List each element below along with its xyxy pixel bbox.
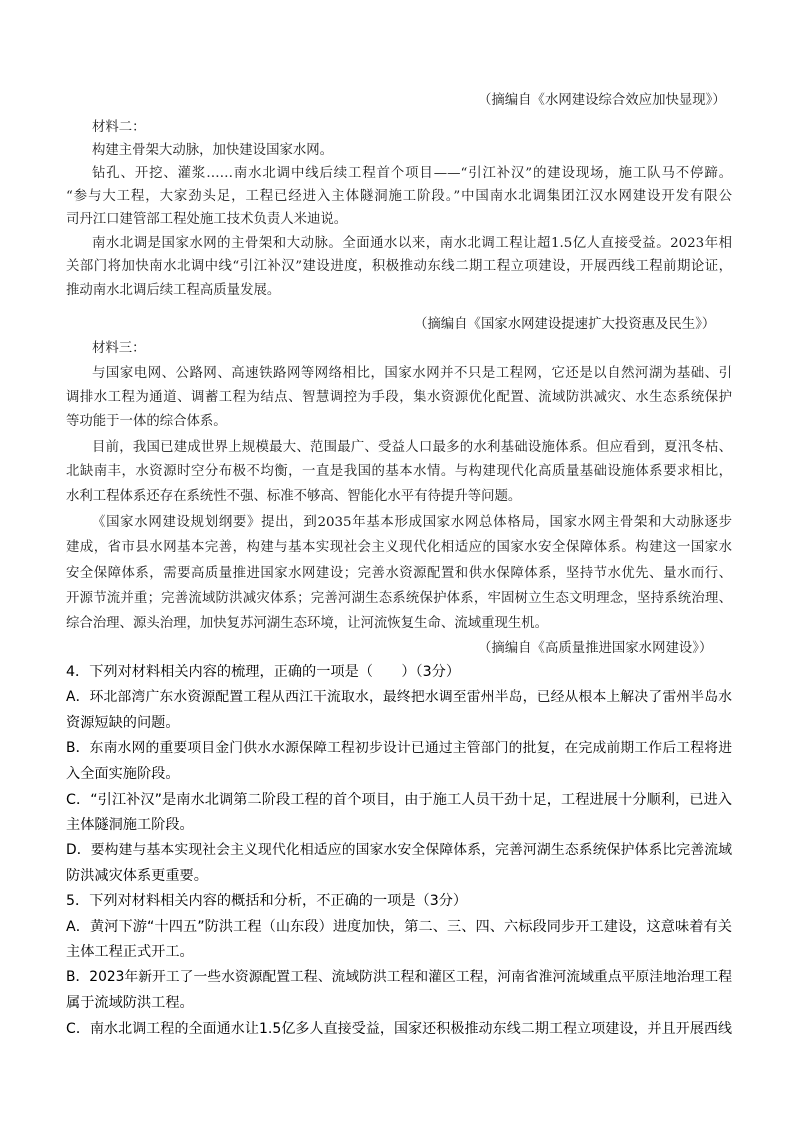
material3-paragraph-3-line-1: 《国家水网建设规划纲要》提出，到2035年基本形成国家水网总体格局，国家水网主骨架和大动脉逐步	[92, 515, 732, 530]
material3-paragraph-3-line-5: 综合治理、源头治理，加快复苏河湖生态环境，让河流恢复生命、流域重现生机。	[66, 616, 549, 631]
question-5-stem: 5．下列对材料相关内容的概括和分析，不正确的一项是（3分）	[66, 893, 468, 909]
question-5-option-a-line-1: A．黄河下游“十四五”防洪工程（山东段）进度加快，第二、三、四、六标段同步开工建设，这意味着有关	[66, 919, 732, 935]
material3-paragraph-2-line-3: 水利工程体系还存在系统性不强、标准不够高、智能化水平有待提升等问题。	[66, 489, 522, 504]
material2-paragraph-3-line-3: 推动南水北调后续工程高质量发展。	[66, 283, 281, 298]
material2-paragraph-2-line-3: 司丹江口建管部工程处施工技术负责人米迪说。	[66, 212, 348, 227]
material2-heading: 材料二：	[92, 120, 146, 135]
material3-paragraph-3-line-4: 开源节流并重；完善流域防洪减灾体系；完善河湖生态系统保护体系，牢固树立生态文明理念，坚持系统治理、	[66, 591, 732, 606]
material1-source: （摘编自《水网建设综合效应加快显现》）	[478, 93, 726, 108]
material2-paragraph-3-line-1: 南水北调是国家水网的主骨架和大动脉。全面通水以来，南水北调工程让超1.5亿人直接受益。2023年相	[92, 236, 732, 251]
material3-paragraph-2-line-2: 北缺南丰，水资源时空分布极不均衡，一直是我国的基本水情。与构建现代化高质量基础设施体系要求相比，	[66, 464, 732, 479]
question-4-option-a-line-1: A．环北部湾广东水资源配置工程从西江干流取水，最终把水调至雷州半岛，已经从根本上解决了雷州半岛水	[66, 689, 732, 705]
question-4-option-d-line-2: 防洪减灾体系更重要。	[66, 868, 208, 884]
material3-paragraph-2-line-1: 目前，我国已建成世界上规模最大、范围最广、受益人口最多的水利基础设施体系。但应看到，夏汛冬枯、	[92, 440, 732, 455]
question-4-stem: 4．下列对材料相关内容的梳理，正确的一项是（ ）（3分）	[66, 664, 461, 680]
question-5-option-b-line-1: B．2023年新开工了一些水资源配置工程、流域防洪工程和灌区工程，河南省淮河流域重点平原洼地治理工程	[66, 969, 732, 985]
question-4-option-b-line-2: 入全面实施阶段。	[66, 766, 180, 782]
material3-paragraph-3-line-2: 建成，省市县水网基本完善，构建与基本实现社会主义现代化相适应的国家水安全保障体系。构建这一国家水	[66, 540, 732, 555]
material2-source: （摘编自《国家水网建设提速扩大投资惠及民生》）	[414, 317, 716, 332]
question-4-option-d-line-1: D．要构建与基本实现社会主义现代化相适应的国家水安全保障体系，完善河湖生态系统保护体系比完善流域	[66, 842, 732, 858]
material3-paragraph-3-line-3: 安全保障体系，需要高质量推进国家水网建设；完善水资源配置和供水保障体系，坚持节水优先、量水而行、	[66, 566, 732, 581]
question-5-option-a-line-2: 主体工程正式开工。	[66, 944, 194, 960]
question-5-option-b-line-2: 属于流域防洪工程。	[66, 995, 194, 1011]
material2-paragraph-2-line-2: “参与大工程，大家劲头足，工程已经进入主体隧洞施工阶段。”中国南水北调集团江汉水网建设开发有限公	[66, 189, 732, 204]
material3-source: （摘编自《高质量推进国家水网建设》）	[478, 641, 713, 656]
question-4-option-c-line-2: 主体隧洞施工阶段。	[66, 817, 194, 833]
material3-paragraph-1-line-3: 等功能于一体的综合体系。	[66, 414, 227, 429]
question-4-option-c-line-1: C．“引江补汉”是南水北调第二阶段工程的首个项目，由于施工人员干劲十足，工程进展十分顺利，已进入	[66, 792, 732, 808]
material3-paragraph-1-line-1: 与国家电网、公路网、高速铁路网等网络相比，国家水网并不只是工程网，它还是以自然河湖为基础、引	[92, 366, 732, 381]
material3-heading: 材料三：	[92, 341, 146, 356]
material2-paragraph-1: 构建主骨架大动脉，加快建设国家水网。	[92, 143, 334, 158]
question-4-option-a-line-2: 资源短缺的问题。	[66, 715, 180, 731]
material2-paragraph-3-line-2: 关部门将加快南水北调中线“引江补汉”建设进度，积极推动东线二期工程立项建设，开展西线工程前期论证，	[66, 259, 732, 274]
material2-paragraph-2-line-1: 钻孔、开挖、灌浆……南水北调中线后续工程首个项目——“引江补汉”的建设现场，施工队马不停蹄。	[92, 166, 732, 181]
question-5-option-c-line-1: C．南水北调工程的全面通水让1.5亿多人直接受益，国家还积极推动东线二期工程立项建设，并且开展西线	[66, 1021, 732, 1037]
material3-paragraph-1-line-2: 调排水工程为通道、调蓄工程为结点、智慧调控为手段，集水资源优化配置、流域防洪减灾、水生态系统保护	[66, 390, 732, 405]
question-4-option-b-line-1: B．东南水网的重要项目金门供水水源保障工程初步设计已通过主管部门的批复，在完成前期工作后工程将进	[66, 740, 732, 756]
